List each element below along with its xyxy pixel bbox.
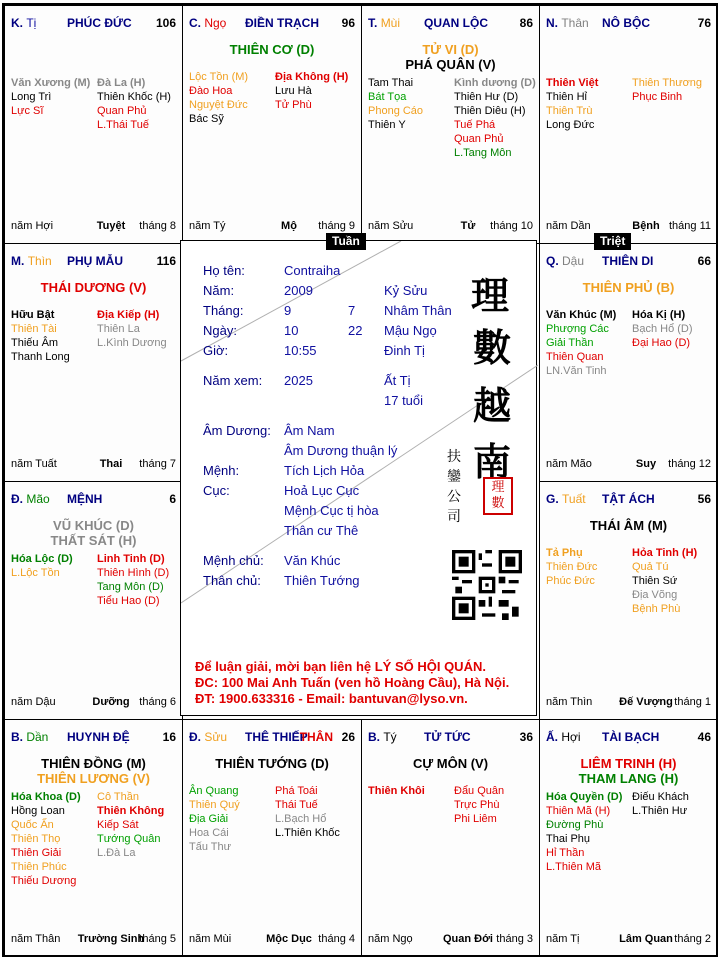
minor-star: Phá Toái <box>275 785 318 797</box>
calligraphy-char: 南 <box>473 439 512 484</box>
lunar-month-value: 7 <box>348 303 356 318</box>
stars-right <box>454 784 504 826</box>
palace-dan <box>4 719 183 957</box>
palace-branch: K. Tị <box>11 16 37 30</box>
name-label: Họ tên: <box>203 263 245 278</box>
year-label: năm Tý <box>189 220 226 232</box>
minor-star: Kình dương (D) <box>454 77 536 89</box>
minor-star: Điếu Khách <box>632 791 689 803</box>
minor-star: Bát Tọa <box>368 91 407 103</box>
stars-left <box>189 784 240 854</box>
palace-mui <box>361 5 540 244</box>
palace-age: 6 <box>169 492 176 506</box>
stars-left <box>368 76 423 132</box>
minor-star: Thái Tuế <box>275 799 318 811</box>
palace-branch: G. Tuất <box>546 492 586 506</box>
life-stage: Dưỡng <box>92 696 130 708</box>
palace-branch: Đ. Sửu <box>189 730 228 744</box>
red-seal: 理 數 <box>483 477 513 515</box>
minor-star: L.Đà La <box>97 847 136 859</box>
stars-right <box>97 308 167 350</box>
minor-star: Phong Cáo <box>368 105 424 117</box>
stars-left <box>11 308 70 364</box>
main-star: THIÊN LƯƠNG (V) <box>37 771 150 786</box>
triet-marker: Triệt <box>594 233 631 250</box>
lunar-day-value: 22 <box>348 323 363 338</box>
minor-star: Ân Quang <box>189 785 239 797</box>
calligraphy-char: 數 <box>473 325 512 370</box>
minor-star: Tiểu Hao (D) <box>97 595 160 607</box>
minor-star: Phúc Đức <box>546 575 595 587</box>
name-value: Contraiha <box>284 263 341 278</box>
main-star: THIÊN PHỦ (B) <box>582 280 675 295</box>
minor-star: Thiếu Âm <box>11 337 59 349</box>
life-stage: Trường Sinh <box>77 933 145 945</box>
month-label: tháng 9 <box>318 220 355 232</box>
minor-star: L.Lộc Tồn <box>11 567 60 579</box>
company-seal-text: 扶 鑾 公 司 <box>447 449 461 525</box>
menh-label: Mệnh: <box>203 463 240 478</box>
minor-star: Tả Phụ <box>546 547 583 559</box>
minor-star: Hóa Khoa (D) <box>11 791 81 803</box>
stars-left <box>546 76 598 132</box>
minor-star: L.Thiên Mã <box>546 861 602 873</box>
minor-star: Địa Giải <box>189 813 229 825</box>
promo-line-1: Để luận giải, mời bạn liên hệ LÝ SỐ HỘI QUÁN. <box>195 659 486 674</box>
stars-right <box>97 790 164 860</box>
palace-branch: Ấ. Hợi <box>546 730 581 744</box>
hour-value: 10:55 <box>284 343 317 358</box>
palace-age: 16 <box>162 730 176 744</box>
year-label: năm Dậu <box>11 696 56 708</box>
menhchu-label: Mệnh chủ: <box>203 553 264 568</box>
palace-mao <box>4 481 183 720</box>
minor-star: Thiên Khốc (H) <box>97 91 171 103</box>
year-label: Năm: <box>203 283 235 298</box>
palace-branch: N. Thân <box>546 16 589 30</box>
day-can: Mậu Ngọ <box>384 323 437 338</box>
minor-star: L.Thái Tuế <box>97 119 149 131</box>
stars-right <box>632 790 689 818</box>
palace-house: TẬT ÁCH <box>602 492 655 506</box>
stars-right <box>632 76 702 104</box>
month-label: tháng 3 <box>496 933 533 945</box>
stars-left <box>11 552 73 580</box>
palace-age: 76 <box>697 16 711 30</box>
palace-house: QUAN LỘC <box>424 16 488 30</box>
stars-left <box>546 790 622 874</box>
minor-star: Thiên Giải <box>11 847 62 859</box>
palace-branch: M. Thìn <box>11 254 52 268</box>
minor-star: Địa Không (H) <box>275 71 349 83</box>
year-label: năm Mão <box>546 458 592 470</box>
calligraphy-char: 越 <box>473 383 512 428</box>
view-year-can: Ất Tị <box>384 373 411 388</box>
month-label: tháng 7 <box>139 458 176 470</box>
month-label: tháng 8 <box>139 220 176 232</box>
minor-star: Đào Hoa <box>189 85 233 97</box>
minor-star: Cô Thần <box>97 791 139 803</box>
minor-star: Thanh Long <box>11 351 70 363</box>
stars-right <box>97 552 169 608</box>
palace-than <box>539 5 718 244</box>
minor-star: Long Đức <box>546 119 595 131</box>
tuan-marker: Tuần <box>326 233 366 250</box>
main-star: CỰ MÔN (V) <box>412 756 489 771</box>
palace-dau <box>539 243 718 482</box>
palace-branch: B. Dần <box>11 730 49 744</box>
life-stage: Đế Vượng <box>619 696 673 708</box>
palace-branch: Đ. Mão <box>11 492 50 506</box>
palace-house: PHÚC ĐỨC <box>67 16 132 30</box>
amduong-value: Âm Nam <box>284 423 335 438</box>
minor-star: Thiên Mã (H) <box>546 805 611 817</box>
minor-star: Đường Phù <box>546 819 604 831</box>
year-can: Kỷ Sửu <box>384 283 428 298</box>
life-stage: Bệnh <box>632 220 660 232</box>
month-label: tháng 4 <box>318 933 355 945</box>
life-stage: Suy <box>635 458 657 470</box>
minor-star: Văn Xương (M) <box>11 77 91 89</box>
minor-star: Thiên Hình (D) <box>97 567 170 579</box>
minor-star: Lực Sĩ <box>11 105 44 117</box>
minor-star: Địa Võng <box>632 589 678 601</box>
palace-age: 86 <box>519 16 533 30</box>
palace-house: HUYNH ĐỆ <box>67 730 130 744</box>
minor-star: Thiên Quý <box>189 799 240 811</box>
minor-star: Nguyệt Đức <box>189 99 248 111</box>
stars-right <box>97 76 171 132</box>
minor-star: L.Bạch Hổ <box>275 813 327 825</box>
minor-star: Hóa Kị (H) <box>632 309 686 321</box>
main-star: THÁI DƯƠNG (V) <box>40 280 147 295</box>
year-label: năm Thân <box>11 933 61 945</box>
minor-star: Thiên Trù <box>546 105 593 117</box>
minor-star: Thiên Diêu (H) <box>454 105 526 117</box>
palace-age: 56 <box>697 492 711 506</box>
main-star: TỬ VI (D) <box>422 42 479 57</box>
minor-star: L.Thiên Khốc <box>275 827 340 839</box>
minor-star: Thiên Hỉ <box>546 91 587 103</box>
day-label: Ngày: <box>203 323 237 338</box>
view-year-value: 2025 <box>284 373 313 388</box>
minor-star: Bạch Hổ (D) <box>632 323 693 335</box>
minor-star: Bệnh Phù <box>632 603 681 615</box>
life-stage: Mộc Dục <box>266 933 312 945</box>
minor-star: Đại Hao (D) <box>632 337 691 349</box>
palace-age: 36 <box>519 730 533 744</box>
minor-star: Thiên Quan <box>546 351 604 363</box>
than-marker: THÂN <box>299 730 333 744</box>
minor-star: Phục Binh <box>632 91 683 103</box>
stars-right <box>454 76 536 160</box>
cuc-value: Hoả Lục Cục <box>284 483 360 498</box>
palace-branch: C. Ngọ <box>189 16 227 30</box>
palace-house: NÔ BỘC <box>602 16 650 30</box>
month-label: tháng 10 <box>490 220 533 232</box>
cuc-label: Cục: <box>203 483 230 498</box>
stars-left <box>546 546 597 588</box>
main-star: VŨ KHÚC (D) <box>53 518 134 533</box>
promo-line-3: ĐT: 1900.633316 - Email: bantuvan@lyso.vn. <box>195 691 468 706</box>
minor-star: Thiên Thương <box>632 77 703 89</box>
minor-star: Đà La (H) <box>97 77 146 89</box>
minor-star: Hóa Lộc (D) <box>11 553 73 565</box>
life-stage: Lâm Quan <box>619 933 673 945</box>
minor-star: Hỏa Tinh (H) <box>632 547 698 559</box>
stars-right <box>632 546 697 616</box>
palace-age: 66 <box>697 254 711 268</box>
year-label: năm Mùi <box>189 933 232 945</box>
month-label: tháng 2 <box>674 933 711 945</box>
minor-star: Thiên La <box>97 323 140 335</box>
main-star: PHÁ QUÂN (V) <box>405 57 496 72</box>
life-stage: Quan Đới <box>443 933 493 945</box>
thanchu-label: Thân chủ: <box>203 573 261 588</box>
minor-star: Thiếu Dương <box>11 875 77 887</box>
main-star: LIÊM TRINH (H) <box>580 756 677 771</box>
minor-star: Thiên Không <box>97 805 165 817</box>
minor-star: Hữu Bật <box>11 309 55 321</box>
palace-ty2 <box>361 719 540 957</box>
minor-star: Hóa Quyền (D) <box>546 791 623 803</box>
stars-right <box>275 784 340 840</box>
palace-age: 46 <box>697 730 711 744</box>
palace-house: MỆNH <box>67 492 103 506</box>
month-label: tháng 1 <box>674 696 711 708</box>
month-value: 9 <box>284 303 292 318</box>
minor-star: Phượng Các <box>546 323 609 335</box>
minor-star: Địa Kiếp (H) <box>97 309 160 321</box>
main-star: THAM LANG (H) <box>578 771 679 786</box>
palace-tuat <box>539 481 718 720</box>
palace-house: TÀI BẠCH <box>602 730 660 744</box>
minor-star: Thiên Phúc <box>11 861 67 873</box>
age-value: 17 tuổi <box>384 393 424 408</box>
minor-star: Quả Tú <box>632 561 669 573</box>
day-value: 10 <box>284 323 299 338</box>
promo-line-2: ĐC: 100 Mai Anh Tuấn (ven hồ Hoàng Cầu), Hà Nội. <box>195 675 510 690</box>
minor-star: L.Kình Dương <box>97 337 167 349</box>
life-stage: Thai <box>99 458 123 470</box>
minor-star: Tử Phù <box>275 99 312 111</box>
stars-left <box>11 790 81 888</box>
main-star: THẤT SÁT (H) <box>50 533 137 548</box>
minor-star: Giải Thần <box>546 337 594 349</box>
minor-star: Thiên Y <box>368 119 406 131</box>
minor-star: Thiên Sứ <box>632 575 678 587</box>
palace-house: PHỤ MẪU <box>67 254 123 268</box>
minor-star: Hồng Loan <box>11 805 65 817</box>
view-year-label: Năm xem: <box>203 373 263 388</box>
year-label: năm Sửu <box>368 220 414 232</box>
year-label: năm Hợi <box>11 220 54 232</box>
minor-star: Long Trì <box>11 91 52 103</box>
hour-can: Đinh Tị <box>384 343 425 358</box>
minor-star: Văn Khúc (M) <box>546 309 617 321</box>
palace-house: ĐIỀN TRẠCH <box>245 16 319 30</box>
menhchu-value: Văn Khúc <box>284 553 341 568</box>
palace-house: THÊ THIẾP <box>245 730 308 744</box>
amduong-relation: Âm Dương thuận lý <box>284 443 398 458</box>
stars-right <box>632 308 693 350</box>
palace-age: 96 <box>341 16 355 30</box>
minor-star: Tuế Phá <box>454 119 496 131</box>
minor-star: Quan Phủ <box>454 133 504 145</box>
calligraphy-char: 理 <box>471 273 510 318</box>
stars-left <box>189 70 248 126</box>
stars-left <box>546 308 616 378</box>
month-can: Nhâm Thân <box>384 303 452 318</box>
center-info-panel <box>180 240 537 716</box>
palace-age: 26 <box>341 730 355 744</box>
minor-star: Hoa Cái <box>189 827 229 839</box>
minor-star: L.Thiên Hư <box>632 805 688 817</box>
amduong-label: Âm Dương: <box>203 423 271 438</box>
minor-star: Lưu Hà <box>275 85 312 97</box>
than-position: Thân cư Thê <box>284 523 359 538</box>
stars-left <box>11 76 90 118</box>
stars-right <box>275 70 348 112</box>
hour-label: Giờ: <box>203 343 229 358</box>
minor-star: Tam Thai <box>368 77 414 89</box>
year-value: 2009 <box>284 283 313 298</box>
minor-star: Thiên Hư (D) <box>454 91 519 103</box>
minor-star: Thiên Tài <box>11 323 57 335</box>
main-star: THIÊN CƠ (D) <box>229 42 315 57</box>
minor-star: Đẩu Quân <box>454 785 505 797</box>
palace-house: THIÊN DI <box>602 254 654 268</box>
palace-thin <box>4 243 183 482</box>
cuc-relation: Mệnh Cục tị hòa <box>284 503 379 518</box>
minor-star: Tướng Quân <box>97 833 161 845</box>
palace-branch: Q. Dậu <box>546 254 585 268</box>
palace-suu <box>182 719 362 957</box>
minor-star: Lộc Tồn (M) <box>189 71 249 83</box>
palace-ngo <box>182 5 362 244</box>
minor-star: Kiếp Sát <box>97 819 139 831</box>
month-label: Tháng: <box>203 303 244 318</box>
palace-ty <box>4 5 183 244</box>
minor-star: Hỉ Thần <box>546 847 585 859</box>
menh-value: Tích Lịch Hỏa <box>284 463 365 478</box>
minor-star: Trực Phù <box>454 799 500 811</box>
month-label: tháng 12 <box>668 458 711 470</box>
palace-hoi <box>539 719 718 957</box>
palace-branch: B. Tý <box>368 730 397 744</box>
minor-star: Tang Môn (D) <box>97 581 164 593</box>
main-star: THIÊN ĐỒNG (M) <box>41 756 146 771</box>
month-label: tháng 6 <box>139 696 176 708</box>
minor-star: Linh Tinh (D) <box>97 553 165 565</box>
minor-star: Thiên Đức <box>546 561 598 573</box>
minor-star: Tấu Thư <box>189 841 232 853</box>
year-label: năm Ngọ <box>368 933 413 945</box>
main-star: THIÊN TƯỚNG (D) <box>215 756 329 771</box>
life-stage: Mộ <box>281 220 297 232</box>
thanchu-value: Thiên Tướng <box>284 573 360 588</box>
minor-star: Phi Liêm <box>454 813 497 825</box>
main-star: THÁI ÂM (M) <box>589 518 668 533</box>
year-label: năm Tị <box>546 933 580 945</box>
palace-house: TỬ TỨC <box>424 730 471 744</box>
life-stage: Tử <box>460 220 476 232</box>
palace-age: 116 <box>156 254 176 268</box>
minor-star: Thai Phụ <box>546 833 591 845</box>
qr-code[interactable] <box>451 549 521 619</box>
minor-star: Bác Sỹ <box>189 113 224 125</box>
year-label: năm Dần <box>546 220 591 232</box>
life-stage: Tuyệt <box>96 220 126 232</box>
stars-left <box>368 784 425 798</box>
minor-star: L.Tang Môn <box>454 147 512 159</box>
month-label: tháng 11 <box>668 220 711 232</box>
minor-star: Quốc Ấn <box>11 819 54 831</box>
minor-star: Quan Phủ <box>97 105 147 117</box>
year-label: năm Thìn <box>546 696 593 708</box>
minor-star: LN.Văn Tinh <box>546 365 607 377</box>
minor-star: Thiên Thọ <box>11 833 61 845</box>
palace-branch: T. Mùi <box>368 16 401 30</box>
year-label: năm Tuất <box>11 458 57 470</box>
minor-star: Thiên Khôi <box>368 785 425 797</box>
palace-age: 106 <box>155 16 176 30</box>
month-label: tháng 5 <box>139 933 176 945</box>
minor-star: Thiên Việt <box>546 77 599 89</box>
